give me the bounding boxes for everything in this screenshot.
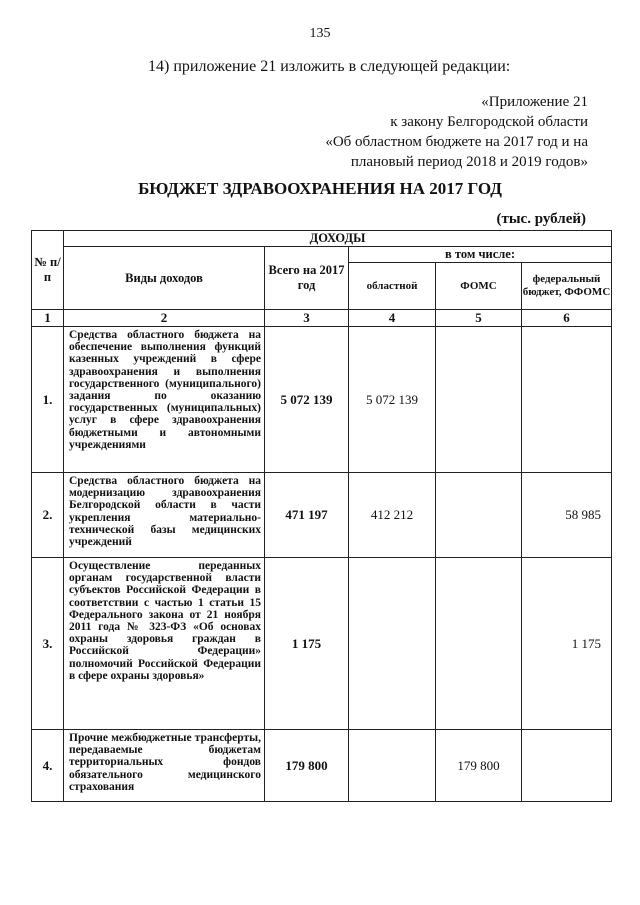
budget-table <box>31 230 612 802</box>
column-numbers-row <box>32 310 612 327</box>
appendix-line-3: «Об областном бюджете на 2017 год и на <box>325 134 588 150</box>
table-row <box>32 558 612 730</box>
row-total: 179 800 <box>265 730 349 802</box>
row-total: 471 197 <box>265 473 349 558</box>
row-number: 3. <box>32 558 64 730</box>
row-regional: 5 072 139 <box>349 327 436 473</box>
row-federal <box>522 730 612 802</box>
row-total: 5 072 139 <box>265 327 349 473</box>
row-number: 2. <box>32 473 64 558</box>
intro-text: 14) приложение 21 изложить в следующей редакции: <box>148 58 511 75</box>
col-number: 6 <box>522 310 612 327</box>
row-federal: 58 985 <box>522 473 612 558</box>
row-number: 1. <box>32 327 64 473</box>
appendix-line-4: плановый период 2018 и 2019 годов» <box>350 154 588 170</box>
row-number: 4. <box>32 730 64 802</box>
header-income: ДОХОДЫ <box>64 231 612 247</box>
appendix-line-1: «Приложение 21 <box>481 94 588 110</box>
row-regional <box>349 730 436 802</box>
header-including: в том числе: <box>349 247 612 263</box>
col-number: 1 <box>32 310 64 327</box>
row-description: Осуществление переданных органам государственной власти субъектов Российской Федерации в соответствии с частью 1 статьи 15 Федерального закона от 21 ноября 2011 года № 323-ФЗ «Об основах охраны здоровья граждан в Российской Федерации» полномочий Российской Федерации в сфере охраны здоровья» <box>64 558 265 730</box>
row-federal <box>522 327 612 473</box>
header-federal: федеральный бюджет, ФФОМС <box>522 263 612 310</box>
row-foms <box>436 327 522 473</box>
appendix-line-2: к закону Белгородской области <box>390 114 588 130</box>
row-regional: 412 212 <box>349 473 436 558</box>
header-num: № п/п <box>32 231 64 310</box>
row-federal: 1 175 <box>522 558 612 730</box>
col-number: 5 <box>436 310 522 327</box>
table-row <box>32 327 612 473</box>
document-title: БЮДЖЕТ ЗДРАВООХРАНЕНИЯ НА 2017 ГОД <box>138 179 502 198</box>
row-total: 1 175 <box>265 558 349 730</box>
row-foms <box>436 558 522 730</box>
col-number: 4 <box>349 310 436 327</box>
row-description: Средства областного бюджета на обеспечение выполнения функций казенных учреждений в сфере здравоохранения и выполнения государственного (муниципального) задания по оказанию государственных (муниципальных) услуг в сфере здравоохранения бюджетными и автономными учреждениями <box>64 327 265 473</box>
table-row <box>32 730 612 802</box>
appendix-reference <box>325 92 588 172</box>
row-description: Прочие межбюджетные трансферты, передаваемые бюджетам территориальных фондов обязательного медицинского страхования <box>64 730 265 802</box>
header-foms: ФОМС <box>436 263 522 310</box>
row-regional <box>349 558 436 730</box>
page-number: 135 <box>309 26 331 41</box>
row-description: Средства областного бюджета на модернизацию здравоохранения Белгородской области в части укрепления материально-технической базы медицинских учреждений <box>64 473 265 558</box>
table-row <box>32 473 612 558</box>
header-total: Всего на 2017 год <box>265 247 349 310</box>
header-types: Виды доходов <box>64 247 265 310</box>
row-foms <box>436 473 522 558</box>
col-number: 2 <box>64 310 265 327</box>
col-number: 3 <box>265 310 349 327</box>
units-label: (тыс. рублей) <box>496 211 586 227</box>
header-regional: областной <box>349 263 436 310</box>
row-foms: 179 800 <box>436 730 522 802</box>
